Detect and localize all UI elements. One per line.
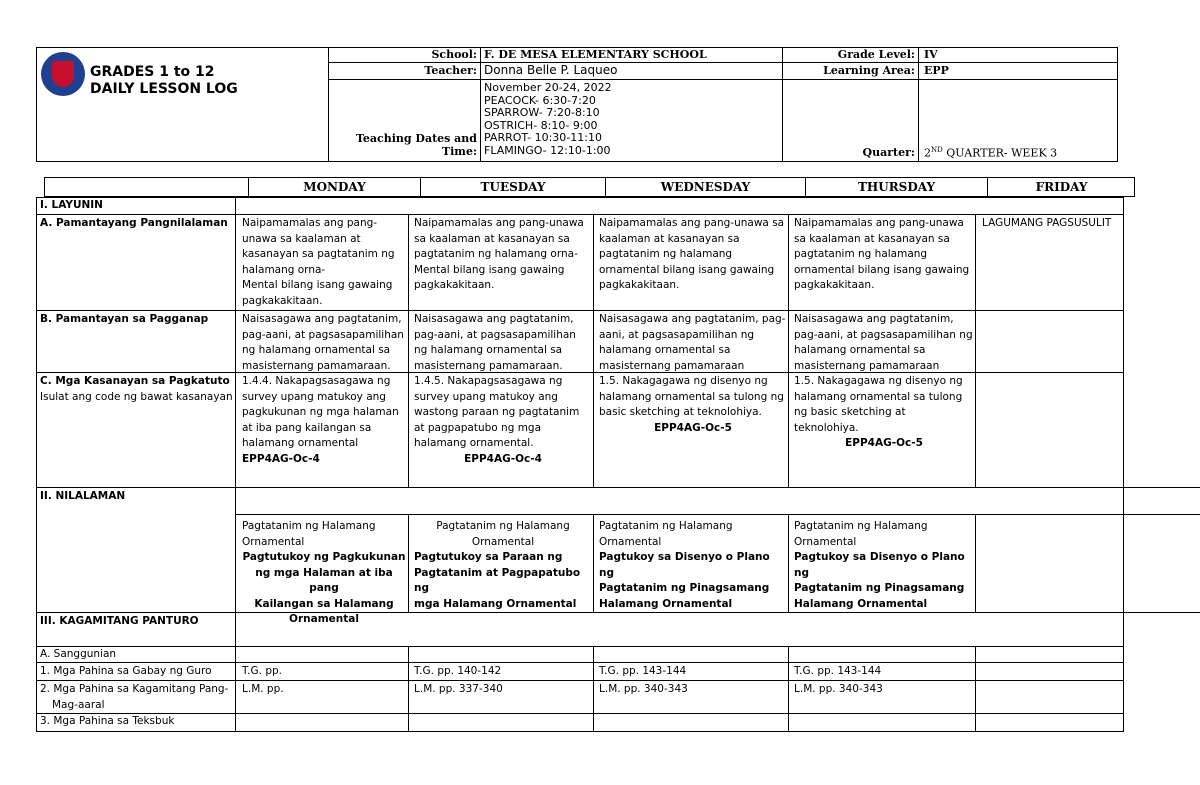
competency-code: EPP4AG-Oc-4 xyxy=(464,452,542,465)
grade-value: IV xyxy=(924,48,938,61)
grid-line xyxy=(593,646,594,731)
text-line: pagkukunan ng mga halaman xyxy=(242,406,399,418)
kasanayan-thursday xyxy=(794,374,974,452)
pangnilalaman-monday xyxy=(242,216,406,309)
pagganap-wednesday xyxy=(599,312,787,374)
text-line: halamang ornamental xyxy=(242,437,359,449)
text-line: Ornamental xyxy=(471,535,535,548)
school-value: F. DE MESA ELEMENTARY SCHOOL xyxy=(484,48,707,61)
grid-line xyxy=(975,514,976,612)
text-line: Pagtatanim ng Halamang xyxy=(242,520,376,532)
text-line: 1.4.4. Nakapagsasagawa ng xyxy=(242,375,391,387)
text-line: Naipamamalas ang pang-unawa sa xyxy=(599,217,785,229)
grid-line xyxy=(36,612,1200,613)
text-line: at pagpapatubo ng mga xyxy=(414,421,542,434)
text-line: halamang ornamental. xyxy=(414,437,534,449)
text-line: pagtatanim ng halamang xyxy=(599,248,733,260)
text-line: Naisasagawa ang pagtatanim, xyxy=(414,313,574,325)
kagamitang-line-2: Mag-aaral xyxy=(52,698,105,711)
kasanayan-subtitle: Isulat ang code ng bawat kasanayan xyxy=(40,390,233,403)
quarter-value xyxy=(924,146,1057,160)
topic-line: Halamang Ornamental xyxy=(794,597,928,610)
grid-line xyxy=(408,646,409,731)
text-line: basic sketching at teknolohiya. xyxy=(599,406,762,418)
topic-line: Halamang Ornamental xyxy=(599,597,733,610)
text-line: Pagtatanim ng Halamang xyxy=(794,520,928,532)
text-line: 1.5. Nakagagawa ng disenyo ng xyxy=(794,375,963,387)
day-monday: MONDAY xyxy=(303,180,366,194)
nilalaman-tuesday xyxy=(414,519,592,612)
text-line: Ornamental xyxy=(242,535,305,548)
pagganap-thursday xyxy=(794,312,974,374)
grid-line xyxy=(408,214,409,487)
text-line: masisternang pamamaraan xyxy=(794,359,940,372)
competency-code: EPP4AG-Oc-5 xyxy=(845,437,923,449)
topic-line: Pagtatanim at Pagpapatubo ng xyxy=(414,566,581,594)
gabay-tuesday: T.G. pp. 140-142 xyxy=(414,665,502,677)
text-line: masisternang pamamaraan. xyxy=(414,359,563,372)
grid-line xyxy=(235,514,1200,515)
area-label: Learning Area: xyxy=(823,64,915,77)
kagamitang-line-1: 2. Mga Pahina sa Kagamitang Pang- xyxy=(40,683,229,695)
text-line: kaalaman at kasanayan sa xyxy=(599,232,740,245)
topic-line: mga Halamang Ornamental xyxy=(414,597,577,610)
lm-thursday: L.M. pp. 340-343 xyxy=(794,683,883,695)
schedule-item: PEACOCK- 6:30-7:20 xyxy=(484,93,596,107)
row-label-pangnilalaman: A. Pamantayang Pangnilalaman xyxy=(40,217,228,229)
text-line: Naisasagawa ang pagtatanim, pag- xyxy=(599,313,786,325)
page-title xyxy=(90,64,238,98)
dates-label-line-2: Time: xyxy=(441,145,477,158)
header-divider xyxy=(328,79,1118,80)
lm-tuesday: L.M. pp. 337-340 xyxy=(414,683,503,695)
text-line: pagkakakitaan. xyxy=(414,279,495,291)
text-line: pagtatanim ng halamang xyxy=(794,248,928,260)
text-line: Pagtatanim ng Halamang xyxy=(436,520,570,532)
schedule-list xyxy=(484,82,612,157)
quarter-label: Quarter: xyxy=(862,146,915,159)
text-line: Naipamamalas ang pang-unawa xyxy=(794,217,964,229)
text-line: Naipamamalas ang pang- xyxy=(242,217,378,229)
grid-line xyxy=(1123,646,1124,731)
quarter-text: QUARTER- WEEK 3 xyxy=(942,146,1058,160)
row-label-gabay: 1. Mga Pahina sa Gabay ng Guro xyxy=(40,665,212,677)
grid-line xyxy=(593,514,594,612)
grid-line xyxy=(1123,487,1124,514)
grid-line xyxy=(1123,514,1124,612)
text-line: halamang ornamental sa xyxy=(794,344,926,356)
topic-line: Pagtatanim ng Pinagsamang xyxy=(599,582,770,594)
quarter-suffix: ND xyxy=(931,146,943,154)
header-divider xyxy=(328,62,1118,63)
dates-label xyxy=(330,132,477,158)
grid-line xyxy=(788,646,789,731)
grid-line xyxy=(36,310,1124,311)
pangnilalaman-wednesday xyxy=(599,216,787,294)
header-divider xyxy=(328,47,329,162)
text-line: Mental bilang isang gawaing xyxy=(414,263,565,276)
gabay-monday: T.G. pp. xyxy=(242,665,282,677)
text-line: ng halamang ornamental sa xyxy=(414,344,563,356)
text-line: Naisasagawa ang pagtatanim, xyxy=(242,313,402,325)
topic-line: ng mga Halaman at iba pang xyxy=(255,566,393,594)
nilalaman-thursday xyxy=(794,519,974,612)
header-divider xyxy=(918,47,919,162)
text-line: Ornamental xyxy=(599,535,662,548)
pangnilalaman-friday: LAGUMANG PAGSUSULIT xyxy=(982,217,1112,229)
quarter-number: 2 xyxy=(924,146,931,160)
grid-line xyxy=(36,214,1124,215)
competency-code: EPP4AG-Oc-5 xyxy=(654,421,732,434)
day-friday: FRIDAY xyxy=(1035,180,1088,194)
text-line: at iba pang kailangan sa xyxy=(242,421,372,434)
text-line: pag-aani, at pagsasapamilihan xyxy=(414,328,576,341)
text-line: sa kaalaman at kasanayan sa xyxy=(414,232,570,245)
grid-line xyxy=(1123,197,1124,214)
gabay-wednesday: T.G. pp. 143-144 xyxy=(599,665,687,677)
day-thursday: THURSDAY xyxy=(857,180,936,194)
text-line: ng basic sketching at xyxy=(794,406,906,418)
grid-line xyxy=(36,662,1124,663)
text-line: ornamental bilang isang gawaing xyxy=(794,263,970,276)
text-line: pag-aani, at pagsasapamilihan ng xyxy=(794,328,973,341)
pangnilalaman-thursday xyxy=(794,216,974,294)
text-line: ornamental bilang isang gawaing xyxy=(599,263,775,276)
grid-line xyxy=(36,646,1124,647)
topic-line: Ornamental xyxy=(289,613,359,625)
text-line: sa kaalaman at kasanayan sa xyxy=(794,232,950,245)
header-divider xyxy=(480,47,481,162)
kasanayan-tuesday xyxy=(414,374,592,467)
title-line-2: DAILY LESSON LOG xyxy=(90,81,238,97)
schedule-item: FLAMINGO- 12:10-1:00 xyxy=(484,143,611,157)
topic-line: Pagtukoy sa Disenyo o Plano ng xyxy=(794,551,965,579)
schedule-item: SPARROW- 7:20-8:10 xyxy=(484,106,600,119)
grade-label: Grade Level: xyxy=(837,48,915,61)
school-label: School: xyxy=(431,48,477,61)
nilalaman-wednesday xyxy=(599,519,787,612)
text-line: masisternang pamamaraan xyxy=(599,359,745,372)
teacher-value: Donna Belle P. Laqueo xyxy=(484,63,618,77)
grid-line xyxy=(36,680,1124,681)
row-label-kasanayan xyxy=(40,374,233,405)
grid-line xyxy=(36,731,1124,732)
text-line: wastong paraan ng pagtatanim xyxy=(414,406,580,418)
text-line: survey upang matukoy ang xyxy=(414,390,558,403)
text-line: 1.5. Nakagagawa ng disenyo ng xyxy=(599,375,768,387)
row-label-pagganap: B. Pamantayan sa Pagganap xyxy=(40,313,209,325)
text-line: kasanayan sa pagtatanim ng xyxy=(242,248,395,260)
grid-line xyxy=(36,487,1200,488)
grid-line xyxy=(1123,214,1124,487)
text-line: survey upang matukoy ang xyxy=(242,390,386,403)
header-divider xyxy=(782,47,783,162)
text-line: halamang ornamental sa tulong ng xyxy=(599,390,784,403)
day-wednesday: WEDNESDAY xyxy=(660,180,751,194)
topic-line: Kailangan sa Halamang xyxy=(254,597,394,610)
text-line: unawa sa kaalaman at xyxy=(242,232,361,245)
lm-wednesday: L.M. pp. 340-343 xyxy=(599,683,688,695)
grid-line xyxy=(975,214,976,487)
pangnilalaman-tuesday xyxy=(414,216,592,294)
grid-line xyxy=(593,214,594,487)
day-tuesday: TUESDAY xyxy=(480,180,546,194)
text-line: pagkakakitaan. xyxy=(794,279,875,291)
topic-line: Pagtutukoy sa Paraan ng xyxy=(414,551,563,563)
text-line: masisternang pamamaraan. xyxy=(242,359,391,372)
text-line: teknolohiya. xyxy=(794,421,859,434)
section-kagamitan: III. KAGAMITANG PANTURO xyxy=(40,615,199,627)
section-layunin: I. LAYUNIN xyxy=(40,199,103,211)
row-label-teksbuk: 3. Mga Pahina sa Teksbuk xyxy=(40,715,175,727)
text-line: ng halamang ornamental sa xyxy=(242,344,391,356)
teacher-label: Teacher: xyxy=(424,64,477,77)
grid-line xyxy=(1123,612,1124,646)
kasanayan-wednesday xyxy=(599,374,787,436)
text-line: pagkakakitaan. xyxy=(599,279,680,291)
text-line: pagtatanim ng halamang orna- xyxy=(414,248,578,260)
text-line: Naipamamalas ang pang-unawa xyxy=(414,217,584,229)
gabay-thursday: T.G. pp. 143-144 xyxy=(794,665,882,677)
grid-line xyxy=(36,197,1124,198)
text-line: 1.4.5. Nakapagsasagawa ng xyxy=(414,375,563,387)
title-line-1: GRADES 1 to 12 xyxy=(90,64,215,80)
grid-line xyxy=(36,197,37,731)
dates-value: November 20-24, 2022 xyxy=(484,81,612,94)
text-line: halamang orna- xyxy=(242,263,326,276)
text-line: aani, at pagsasapamilihan ng xyxy=(599,328,755,341)
competency-code: EPP4AG-Oc-4 xyxy=(242,452,320,465)
grid-line xyxy=(975,646,976,731)
grid-line xyxy=(788,214,789,487)
nilalaman-monday xyxy=(242,519,406,628)
text-line: Ornamental xyxy=(794,535,857,548)
text-line: Naisasagawa ang pagtatanim, xyxy=(794,313,954,325)
row-label-kagamitang xyxy=(40,682,228,713)
schedule-item: OSTRICH- 8:10- 9:00 xyxy=(484,118,598,132)
schedule-item: PARROT- 10:30-11:10 xyxy=(484,131,602,144)
grid-line xyxy=(235,197,236,731)
dates-label-line-1: Teaching Dates and xyxy=(355,132,477,145)
text-line: Pagtatanim ng Halamang xyxy=(599,520,733,532)
kasanayan-monday xyxy=(242,374,406,467)
text-line: pag-aani, at pagsasapamilihan xyxy=(242,328,404,341)
section-nilalaman: II. NILALAMAN xyxy=(40,490,126,502)
text-line: Mental bilang isang gawaing xyxy=(242,279,393,291)
topic-line: Pagtatanim ng Pinagsamang xyxy=(794,582,965,594)
text-line: pagkakakitaan. xyxy=(242,294,323,307)
grid-line xyxy=(788,514,789,612)
pagganap-monday xyxy=(242,312,406,374)
row-label-sanggunian: A. Sanggunian xyxy=(40,648,117,660)
topic-line: Pagtukoy sa Disenyo o Plano ng xyxy=(599,551,770,579)
text-line: halamang ornamental sa tulong xyxy=(794,390,963,403)
lm-monday: L.M. pp. xyxy=(242,683,284,695)
topic-line: Pagtutukoy ng Pagkukunan xyxy=(242,551,406,563)
deped-shield-icon xyxy=(52,61,74,87)
text-line: halamang ornamental sa xyxy=(599,344,731,356)
grid-line xyxy=(408,514,409,612)
kasanayan-title: C. Mga Kasanayan sa Pagkatuto xyxy=(40,375,230,387)
pagganap-tuesday xyxy=(414,312,592,374)
grid-line xyxy=(36,713,1124,714)
area-value: EPP xyxy=(924,64,949,77)
